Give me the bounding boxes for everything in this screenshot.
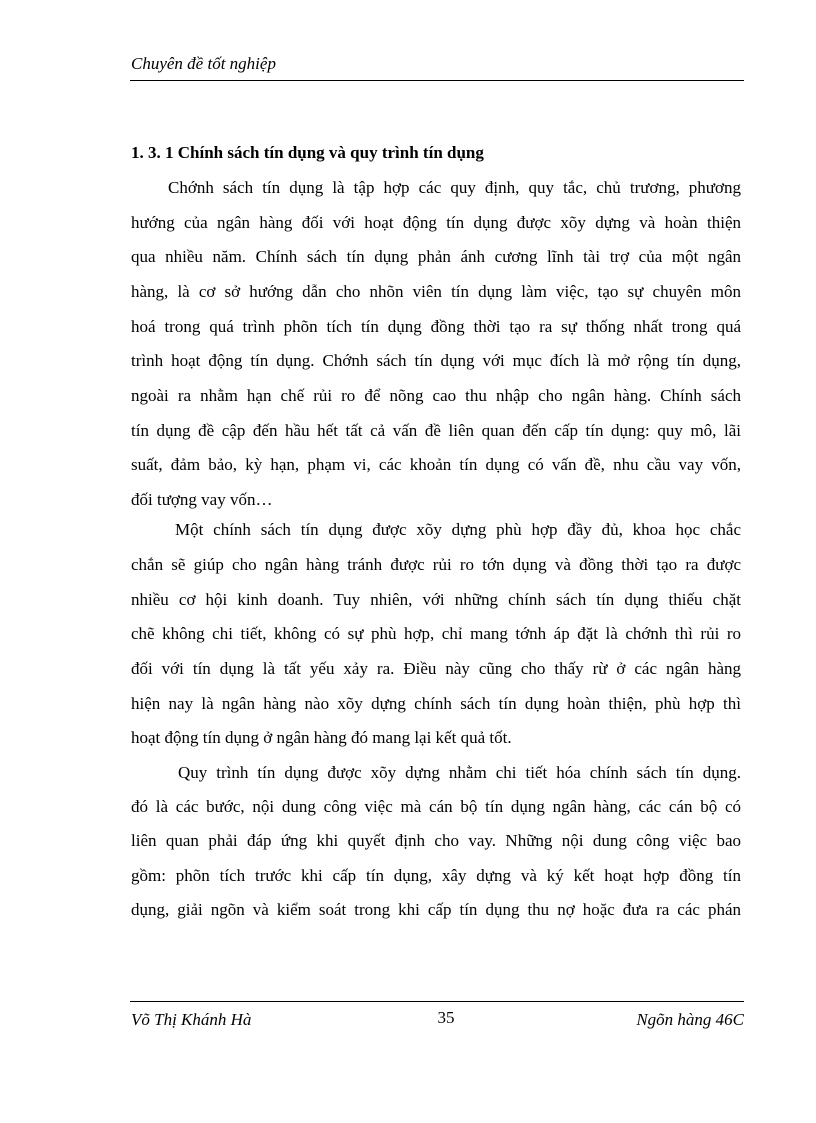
paragraph-line: hàng, là cơ sở hướng dẫn cho nhõn viên tín dụng làm việc, tạo sự chuyên môn [131, 282, 741, 301]
paragraph-line: trình hoạt động tín dụng. Chớnh sách tín dụng với mục đích là mở rộng tín dụng, [131, 351, 741, 370]
header-divider [130, 80, 744, 81]
paragraph-line: nhiều cơ hội kinh doanh. Tuy nhiên, với những chính sách tín dụng thiếu chặt [131, 590, 741, 609]
paragraph-line: chắn sẽ giúp cho ngân hàng tránh được rủi ro tớn dụng và đồng thời tạo ra được [131, 555, 741, 574]
paragraph-line: hướng của ngân hàng đối với hoạt động tín dụng được xõy dựng và hoàn thiện [131, 213, 741, 232]
footer-author: Võ Thị Khánh Hà [131, 1010, 252, 1029]
paragraph-line: qua nhiều năm. Chính sách tín dụng phản ánh cương lĩnh tài trợ của một ngân [131, 247, 741, 266]
paragraph-line: gồm: phõn tích trước khi cấp tín dụng, xây dựng và ký kết hoạt hợp đồng tín [131, 866, 741, 885]
paragraph-line: dụng, giải ngõn và kiểm soát trong khi cấp tín dụng thu nợ hoặc đưa ra các phán [131, 900, 741, 919]
page-number: 35 [437, 1008, 455, 1027]
paragraph-line: hiện nay là ngân hàng nào xõy dựng chính sách tín dụng hoàn thiện, phù hợp thì [131, 694, 741, 713]
paragraph-line: suất, đảm bảo, kỳ hạn, phạm vi, các khoản tín dụng có vấn đề, nhu cầu vay vốn, [131, 455, 741, 474]
paragraph-line: ngoài ra nhằm hạn chế rủi ro để nõng cao thu nhập cho ngân hàng. Chính sách [131, 386, 741, 405]
paragraph-line: Quy trình tín dụng được xõy dựng nhằm chi tiết hóa chính sách tín dụng. [178, 763, 741, 782]
paragraph-line: hoạt động tín dụng ở ngân hàng đó mang lại kết quả tốt. [131, 728, 512, 747]
paragraph-line: Một chính sách tín dụng được xõy dựng phù hợp đầy đủ, khoa học chắc [175, 520, 741, 539]
paragraph-line: Chớnh sách tín dụng là tập hợp các quy định, quy tắc, chủ trương, phương [168, 178, 741, 197]
footer-class-name: Ngõn hàng 46C [636, 1010, 744, 1029]
paragraph-line: đối tượng vay vốn… [131, 490, 273, 509]
running-header-title: Chuyên đề tốt nghiệp [131, 54, 276, 73]
paragraph-line: chẽ không chi tiết, không có sự phù hợp, chỉ mang tớnh áp đặt là chớnh thì rủi ro [131, 624, 741, 643]
footer-divider [130, 1001, 744, 1002]
paragraph-line: đó là các bước, nội dung công việc mà cán bộ tín dụng ngân hàng, các cán bộ có [131, 797, 741, 816]
paragraph-line: hoá trong quá trình phõn tích tín dụng đồng thời tạo ra sự thống nhất trong quá [131, 317, 741, 336]
section-heading: 1. 3. 1 Chính sách tín dụng và quy trình tín dụng [131, 143, 484, 162]
paragraph-line: liên quan phải đáp ứng khi quyết định cho vay. Những nội dung công việc bao [131, 831, 741, 850]
paragraph-line: tín dụng đề cập đến hầu hết tất cả vấn đề liên quan đến cấp tín dụng: quy mô, lãi [131, 421, 741, 440]
paragraph-line: đối với tín dụng là tất yếu xảy ra. Điều này cũng cho thấy rừ ở các ngân hàng [131, 659, 741, 678]
